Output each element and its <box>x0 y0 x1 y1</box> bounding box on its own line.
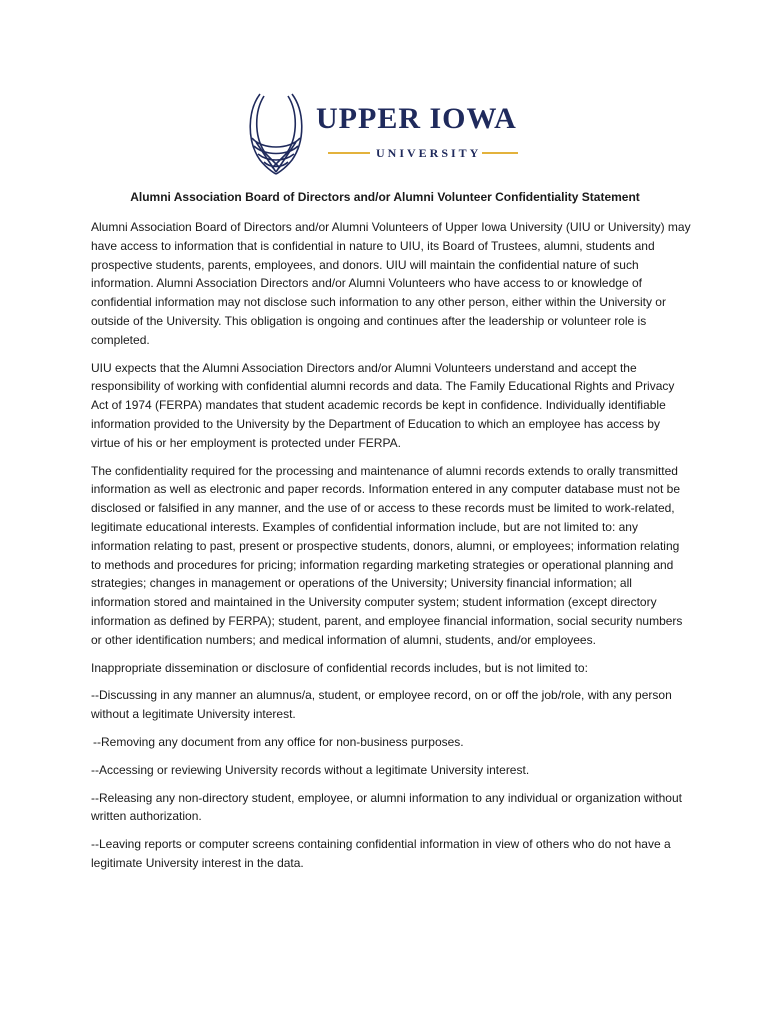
paragraph-examples: The confidentiality required for the processing and maintenance of alumni records extends to orally transmitted information as well as electronic and paper records. Information entered in any computer database must not be disclosed or falsified in any manner, and the use of or access to these records must be limited to work-related, legitimate educational interests. Examples of confidential information include, but are not limited to: any information relating to past, present or prospective students, donors, alumni, or employees; information relating to methods and procedures for pricing; information regarding marketing strategies or operational planning and strategies; changes in management or operations of the University; University financial information; all information stored and maintained in the University computer system; student information (except directory information as defined by FERPA); student, parent, and employee financial information, social security numbers or other identification numbers; and medical information of alumni, students, and/or employees. <box>91 463 683 647</box>
university-logo <box>246 90 536 180</box>
list-item-leaving: --Leaving reports or computer screens containing confidential information in view of others who do not have a legitimate University interest in the data. <box>91 837 671 870</box>
list-item-discussing: --Discussing in any manner an alumnus/a, student, or employee record, on or off the job/role, with any person without a legitimate University interest. <box>91 688 672 722</box>
document-body <box>91 218 691 882</box>
list-item-releasing: --Releasing any non-directory student, employee, or alumni information to any individual or organization without written authorization. <box>91 790 682 824</box>
logo-title: UPPER IOWA <box>316 102 517 135</box>
paragraph-ferpa: UIU expects that the Alumni Association Directors and/or Alumni Volunteers understand and accept the responsibility of working with confidential alumni records and data. The Family Educational Rights and Privacy Act of 1974 (FERPA) mandates that student academic records be kept in confidence. Individually identifiable information provided to the University by the Department of Education to which an employee has access by virtue of his or her employment is protected under FERPA. <box>91 360 675 450</box>
logo-right-rule <box>482 152 518 154</box>
paragraph-inappropriate-intro: Inappropriate dissemination or disclosure of confidential records includes, but is not limited to: <box>91 660 588 675</box>
paragraph-confidential-access: Alumni Association Board of Directors and/or Alumni Volunteers of Upper Iowa University (UIU or University) may have access to information that is confidential in nature to UIU, its Board of Trustees, alumni, students and prospective students, parents, employees, and donors. UIU will maintain the confidential nature of such information. Alumni Association Directors and/or Alumni Volunteers who have access to or knowledge of confidential information may not disclose such information to any other person, either within the University or outside of the University. This obligation is ongoing and continues after the leadership or volunteer role is completed. <box>91 220 691 347</box>
logo-left-rule <box>328 152 370 154</box>
upper-iowa-emblem-icon <box>246 90 306 180</box>
logo-subtitle: UNIVERSITY <box>376 146 482 160</box>
list-item-accessing: --Accessing or reviewing University records without a legitimate University interest. <box>91 762 530 777</box>
logo-subtitle-row <box>328 146 518 160</box>
list-item-removing: --Removing any document from any office for non-business purposes. <box>93 734 464 749</box>
document-heading: Alumni Association Board of Directors and/or Alumni Volunteer Confidentiality Statement <box>130 190 640 204</box>
